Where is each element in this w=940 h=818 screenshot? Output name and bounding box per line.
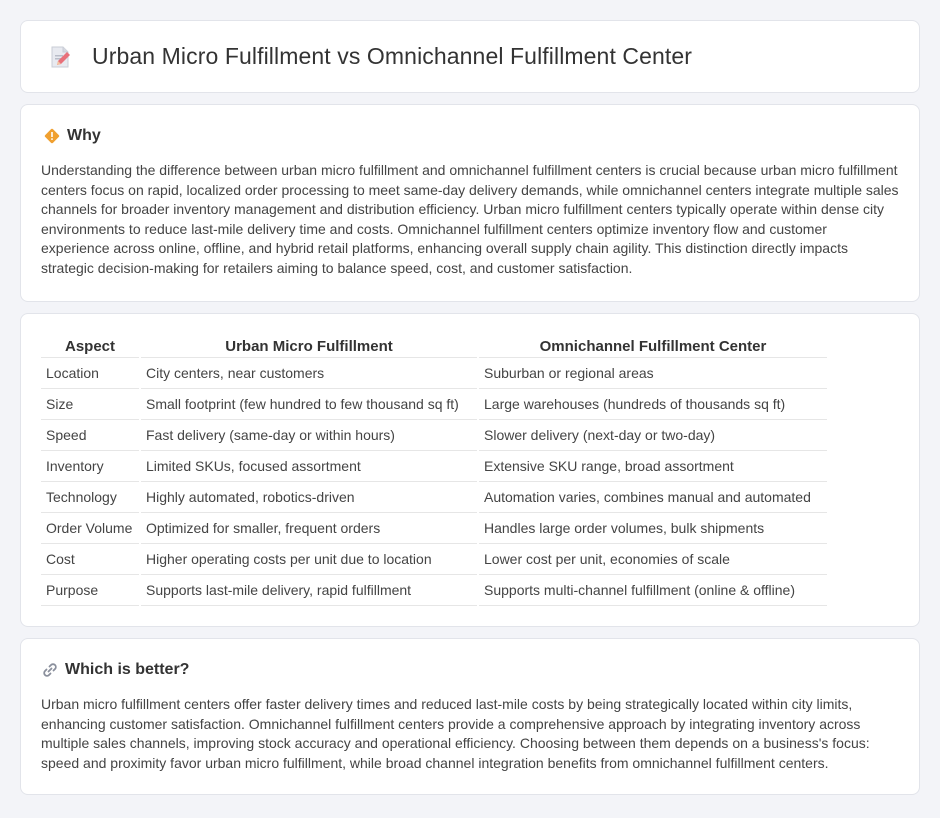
table-row [41, 544, 827, 575]
column-header-omnichannel: Omnichannel Fulfillment Center [479, 334, 827, 358]
cell-omnichannel: Lower cost per unit, economies of scale [479, 544, 827, 575]
why-text: Understanding the difference between urban micro fulfillment and omnichannel fulfillment centers is crucial because urban micro fulfillment centers focus on rapid, localized order processing to meet same-day delivery demands, while omnichannel centers integrate multiple sales channels for broader inventory management and distribution efficiency. Urban micro fulfillment centers typically operate within dense city environments to reduce last-mile delivery time and costs. Omnichannel fulfillment centers optimize inventory flow and customer experience across online, offline, and hybrid retail platforms, enhancing overall supply chain agility. This distinction directly impacts strategic decision-making for retailers aiming to balance speed, cost, and customer satisfaction. [41, 162, 899, 276]
cell-omnichannel: Suburban or regional areas [479, 358, 827, 389]
which-is-better-section [20, 638, 920, 795]
cell-urban: Optimized for smaller, frequent orders [141, 513, 477, 544]
cell-aspect: Speed [41, 420, 139, 451]
cell-aspect: Inventory [41, 451, 139, 482]
cell-urban: Highly automated, robotics-driven [141, 482, 477, 513]
cell-aspect: Location [41, 358, 139, 389]
better-title: Which is better? [65, 661, 190, 678]
cell-aspect: Order Volume [41, 513, 139, 544]
cell-aspect: Purpose [41, 575, 139, 606]
cell-omnichannel: Handles large order volumes, bulk shipments [479, 513, 827, 544]
comparison-section [20, 313, 920, 627]
cell-omnichannel: Extensive SKU range, broad assortment [479, 451, 827, 482]
cell-omnichannel: Large warehouses (hundreds of thousands sq ft) [479, 389, 827, 420]
table-header-row [41, 334, 827, 358]
better-text: Urban micro fulfillment centers offer faster delivery times and reduced last-mile costs by being strategically located within city limits, enhancing customer satisfaction. Omnichannel fulfillment centers provide a comprehensive approach by integrating inventory across multiple sales channels, improving stock accuracy and operational efficiency. Choosing between them depends on a business's focus: speed and proximity favor urban micro fulfillment, while broad channel integration benefits from omnichannel fulfillment centers. [41, 696, 870, 771]
column-header-aspect: Aspect [41, 334, 139, 358]
table-row [41, 451, 827, 482]
better-heading [41, 661, 899, 679]
table-row [41, 482, 827, 513]
table-row [41, 358, 827, 389]
why-section [20, 104, 920, 302]
edit-document-icon [47, 44, 73, 70]
cell-urban: Fast delivery (same-day or within hours) [141, 420, 477, 451]
cell-omnichannel: Automation varies, combines manual and automated [479, 482, 827, 513]
why-heading [41, 127, 899, 145]
cell-aspect: Size [41, 389, 139, 420]
table-row [41, 575, 827, 606]
cell-aspect: Technology [41, 482, 139, 513]
cell-omnichannel: Slower delivery (next-day or two-day) [479, 420, 827, 451]
cell-urban: City centers, near customers [141, 358, 477, 389]
column-header-urban: Urban Micro Fulfillment [141, 334, 477, 358]
cell-aspect: Cost [41, 544, 139, 575]
table-row [41, 420, 827, 451]
cell-urban: Supports last-mile delivery, rapid fulfillment [141, 575, 477, 606]
cell-urban: Small footprint (few hundred to few thousand sq ft) [141, 389, 477, 420]
table-row [41, 513, 827, 544]
page-title: Urban Micro Fulfillment vs Omnichannel Fulfillment Center [92, 43, 693, 69]
link-icon [41, 661, 59, 679]
table-row [41, 389, 827, 420]
title-card [20, 20, 920, 93]
why-title: Why [67, 127, 101, 144]
diamond-warning-icon [43, 127, 61, 145]
table-body [41, 358, 827, 606]
comparison-table [39, 334, 829, 606]
cell-urban: Limited SKUs, focused assortment [141, 451, 477, 482]
cell-omnichannel: Supports multi-channel fulfillment (online & offline) [479, 575, 827, 606]
cell-urban: Higher operating costs per unit due to location [141, 544, 477, 575]
